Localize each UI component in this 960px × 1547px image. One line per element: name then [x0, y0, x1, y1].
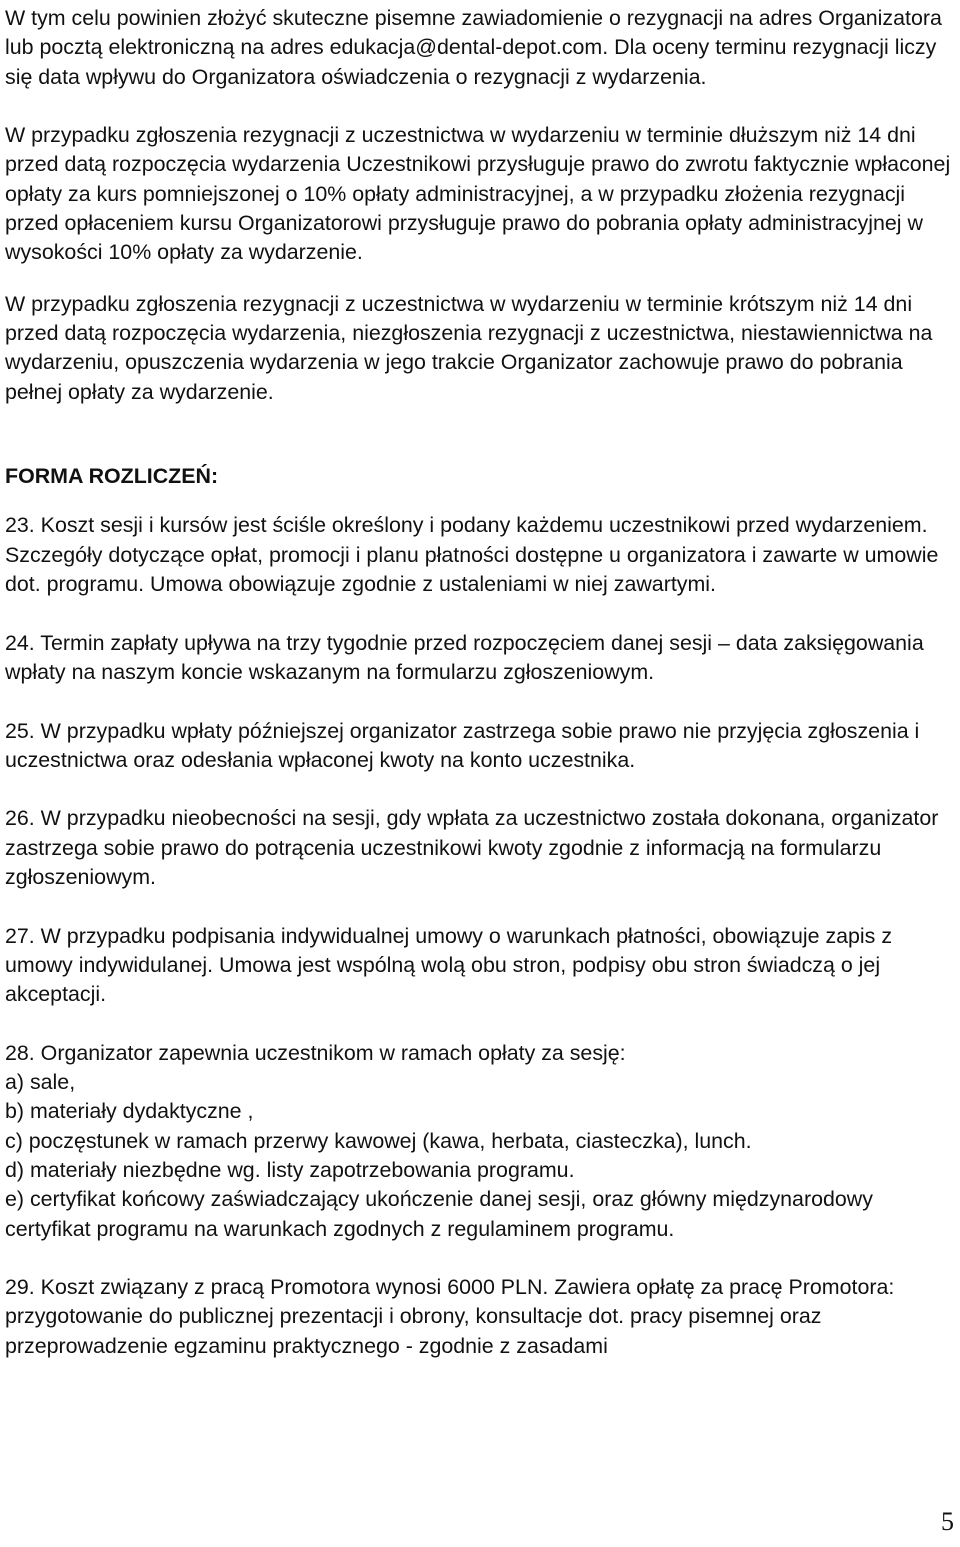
paragraph-cancellation-notice: W tym celu powinien złożyć skuteczne pisemne zawiadomienie o rezygnacji na adres Organizatora lub pocztą elektroniczną na adres edukacja@dental-depot.com. Dla oceny terminu rezygnacji liczy się data wpływu do Organizatora oświadczenia o rezygnacji z wydarzenia.: [5, 6, 942, 89]
spacer: [5, 268, 957, 290]
list-item-26: 26. W przypadku nieobecności na sesji, gdy wpłata za uczestnictwo została dokonana, organizator zastrzega sobie prawo do potrącenia uczestnikowi kwoty zgodnie z informacją na formularzu zgłoszeniowym.: [5, 806, 939, 890]
paragraph-long-term-cancellation: W przypadku zgłoszenia rezygnacji z uczestnictwa w wydarzeniu w terminie dłuższym niż 14 dni przed datą rozpoczęcia wydarzenia Uczestnikowi przysługuje prawo do zwrotu faktycznie wpłaconej opłaty za kurs pomniejszonej o 10% opłaty administracyjnej, a w przypadku złożenia rezygnacji przed opłaceniem kursu Organizatorowi przysługuje prawo do pobrania opłaty administracyjnej w wysokości 10% opłaty za wydarzenie.: [5, 123, 951, 265]
list-item-29: 29. Koszt związany z pracą Promotora wynosi 6000 PLN. Zawiera opłatę za pracę Promotora: przygotowanie do publicznej prezentacji i obrony, konsultacje dot. pracy pisemnej oraz przeprowadzenie egzaminu praktycznego - zgodnie z zasadami: [5, 1275, 895, 1358]
list-item-28-a: a) sale,: [5, 1070, 76, 1095]
section-heading: FORMA ROZLICZEŃ:: [5, 464, 219, 489]
list-item-28-c: c) poczęstunek w ramach przerwy kawowej (kawa, herbata, ciasteczka), lunch.: [5, 1128, 752, 1153]
list-item-27: 27. W przypadku podpisania indywidualnej umowy o warunkach płatności, obowiązuje zapis z umowy indywidulanej. Umowa jest wspólną wolą obu stron, podpisy obu stron świadczą o jej akceptacji.: [5, 923, 893, 1007]
list-item-28-b: b) materiały dydaktyczne ,: [5, 1099, 254, 1124]
page-number: 5: [941, 1507, 954, 1536]
list-item-23: 23. Koszt sesji i kursów jest ściśle określony i podany każdemu uczestnikowi przed wydarzeniem. Szczegóły dotyczące opłat, promocji i planu płatności dostępne u organizatora i zawarte w umowie dot. programu. Umowa obowiązuje zgodnie z ustaleniami w niej zawartymi.: [5, 513, 939, 597]
list-item-28-e: e) certyfikat końcowy zaświadczający ukończenie danej sesji, oraz główny międzynarodowy certyfikat programu na warunkach zgodnych z regulaminem programu.: [5, 1187, 873, 1241]
paragraph-short-term-cancellation: W przypadku zgłoszenia rezygnacji z uczestnictwa w wydarzeniu w terminie krótszym niż 14 dni przed datą rozpoczęcia wydarzenia, niezgłoszenia rezygnacji z uczestnictwa, niestawiennictwa na wydarzeniu, opuszczenia wydarzenia w jego trakcie Organizator zachowuje prawo do pobrania pełnej opłaty za wydarzenie.: [5, 291, 933, 404]
list-item-25: 25. W przypadku wpłaty późniejszej organizator zastrzega sobie prawo nie przyjęcia zgłoszenia i uczestnictwa oraz odesłania wpłaconej kwoty na konto uczestnika.: [5, 718, 920, 772]
list-item-28: [5, 1039, 957, 1244]
list-item-28-d: d) materiały niezbędne wg. listy zapotrzebowania programu.: [5, 1157, 575, 1182]
document-body: [5, 4, 957, 1361]
spacer: [5, 436, 957, 444]
list-item-28-intro: 28. Organizator zapewnia uczestnikom w ramach opłaty za sesję:: [5, 1040, 626, 1065]
list-item-24: 24. Termin zapłaty upływa na trzy tygodnie przed rozpoczęciem danej sesji – data zaksięgowania wpłaty na naszym koncie wskazanym na formularzu zgłoszeniowym.: [5, 630, 924, 684]
